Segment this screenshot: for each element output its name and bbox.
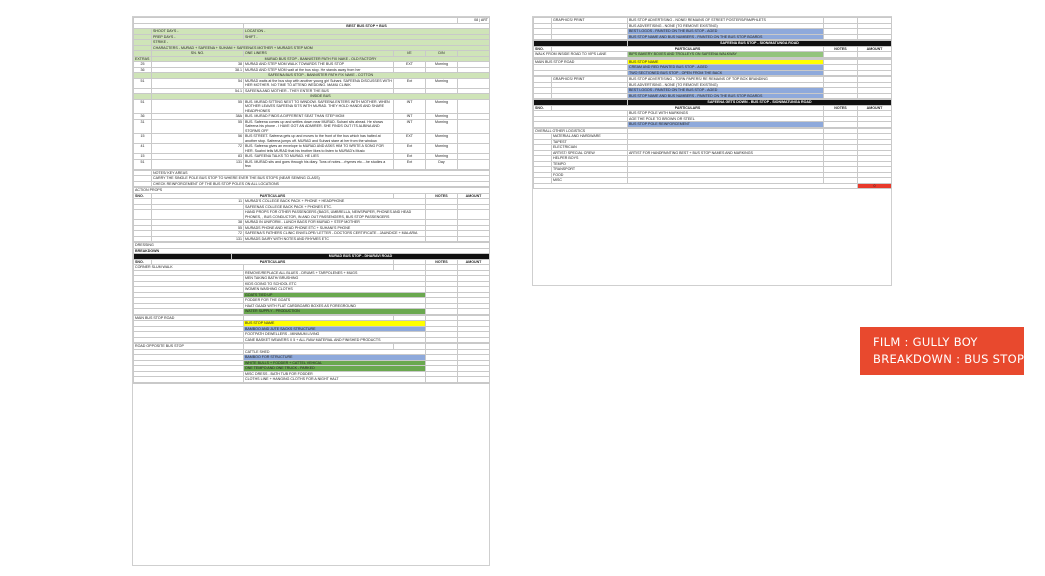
dressing-item: BUS ADVERTISING - NONE (TO REMOVE EXISTING): [628, 23, 824, 29]
prop-scene: 131: [152, 236, 244, 242]
logistics-item: TEMPO: [552, 161, 628, 167]
th-particulars: PARTICULARS: [552, 46, 824, 52]
dressing-item: CANE BASKET WEAVERS X 5 + ALL RAW MATERIAL AND FINISHED PRODUCTS: [244, 337, 426, 343]
logistics-item: TRANSPORT: [552, 167, 628, 173]
dressing-item: CREAM AND RED PAINTED BUS STOP - AGED: [628, 65, 824, 71]
dressing-item: BUS STOP ADVERTISING - TORN PAPERS/ RE REMAINS OF TOP BOX BRANDING: [628, 77, 824, 83]
total-amount: 0: [858, 183, 892, 189]
th-particulars: PARTICULARS: [152, 259, 394, 265]
extras-count: 15: [134, 134, 152, 144]
extras-count: 51: [134, 78, 152, 88]
dressing-item: BEST LOGOS - PAINTED ON THE BUS STOP - AGED: [628, 88, 824, 94]
cell: [458, 159, 490, 169]
empty-cell: [458, 382, 490, 383]
day-night: Morning: [426, 119, 458, 134]
prop-item: SAFEENAS COLLEGE BACK PACK + PHONES ETC.: [244, 204, 426, 210]
th-amount: AMOUNT: [458, 259, 490, 265]
area-label: MAIN BUS STOP ROAD: [534, 59, 628, 65]
prop-scene: 38: [152, 220, 244, 226]
day-night: Morning: [426, 62, 458, 68]
day-night: Morning: [426, 154, 458, 160]
location: LOCATION -: [244, 29, 490, 35]
prop-scene: 11: [152, 199, 244, 205]
scene-row: [134, 99, 490, 114]
one-liner: MURAD waits at the bus stop with another young girl Suhani. SAFEENA DISCUSSES WITH HER MOTHER. NO TIME TO ATTEND WEDDING. MAMU CLINIK: [245, 78, 392, 87]
dressing-item: WOMEN WASHING CLOTHS: [244, 287, 426, 293]
empty-cell: [394, 382, 426, 383]
characters: CHARACTERS - MURAD + SAFEENA + SUHANI + SAFEENA'S MOTHER + MURADS STEP MOM: [152, 45, 490, 51]
th-particulars: PARTICULARS: [152, 193, 394, 199]
dressing-item: MEN TAKING BATH/ BRUSHING: [244, 276, 426, 282]
area-label: GRAPHICS/ PRINT: [552, 77, 628, 83]
dressing-item: REMOVE/REPLACE ALL BLUES - DRUMS + TARPOLENES + MUGS: [244, 270, 426, 276]
one-liner: BUS. MURAD SITTING NEXT TO WINDOW. SAFEENA ENTERS WITH MOTHER. WHEN MOTHER LEAVES SAFEENA SITS WITH MURAD. THEY HOLD HANDS AND SHARE HEADPHONES: [244, 99, 394, 114]
int-ext: Ext: [394, 154, 426, 160]
day-night: Day: [426, 159, 458, 169]
note: CHECK REINFORCEMENT OF THE BUS STOP POLES ON ALL LOCATIONS: [152, 181, 490, 187]
dressing-item: BUS STOP POLE WITH MARKINGS: [628, 111, 824, 117]
cell: [458, 78, 490, 88]
location-bar: SAFEENA BUS STOP - SION/MATUNGA ROAD: [628, 41, 892, 47]
logistics-item: MISC: [552, 178, 628, 184]
one-liner: MURAD AND STEP MOM wait at the bus stop. He stands away from her: [244, 67, 394, 73]
empty-cell: [232, 382, 244, 383]
dressing-item: MISC DRESS - BATH TUB FOR FODDER: [244, 371, 426, 377]
sheet-title: BEST BUS STOP + BUS: [244, 23, 490, 29]
col-one-liners: ONE LINERS: [244, 51, 394, 57]
cell: [458, 119, 490, 134]
film-title-banner: [860, 327, 1045, 375]
col-sn: SN. NO.: [152, 51, 244, 57]
int-ext: Ext: [394, 78, 426, 88]
col-dn: D/N: [426, 51, 458, 57]
film-title: FILM : GULLY BOY: [873, 335, 978, 349]
dressing-item: FODDER FOR THE GOATS: [244, 298, 426, 304]
one-liner: BUS. Safeena gives an envelope to MURAD AND ASKS HIM TO WRITE A SONG FOR HER. Suahni tells MURAD that his brother likes to listen to MURAD's Music: [244, 144, 394, 154]
dressing-label: DRESSING: [134, 243, 490, 249]
prop-item: SAFEENA'S FATHERS CLINIC ENVELOPE/ LETTER - DOCTORS CERTIFICATE - JAUNDICE + MALARIA: [244, 231, 426, 237]
prop-scene: [152, 210, 244, 220]
th-amount: AMOUNT: [858, 105, 892, 111]
shift: SHIFT -: [244, 34, 490, 40]
day-night: Morning: [426, 134, 458, 144]
prop-item: MURAD'S COLLEGE BACK PACK + PHONE + HEADPHONE: [244, 199, 426, 205]
notes-label: NOTES/ KEY AREAS: [152, 170, 490, 176]
location-bar: MURAD BUS STOP - DHARAVI ROAD: [232, 254, 490, 260]
one-liner: SAFEENA AND MOTHER - THEY ENTER THE BUS: [244, 88, 394, 94]
extras-count: 15: [134, 154, 152, 160]
note: CARRY THE SINGLE POLE BUS STOP TO WHERE EVER THE BUS STOPS (NEAR SEWING CLASS): [152, 176, 490, 182]
department-label: 08 | ART: [458, 18, 490, 24]
scene-number: 131: [152, 159, 244, 169]
scene-number: 54: [152, 78, 244, 88]
logistics-label: OVERALL OTHER LOGISTICS: [534, 128, 628, 134]
scene-number: 38: [152, 62, 244, 68]
dressing-item: BUS STOP POLE REINFORCEMENT: [628, 122, 824, 128]
extras-count: 41: [134, 144, 152, 154]
dressing-item: BUS STOP ADVERTISING - NONE/ REMAINS OF STREET POSTERS/PAMPHLETS: [628, 18, 824, 24]
right-table: [533, 17, 892, 189]
scene-row: [134, 134, 490, 144]
dressing-item: BAMBOO AND JUTE SACKS STRUCTURE: [244, 326, 426, 332]
cell: [134, 210, 152, 220]
day-night: Morning: [426, 144, 458, 154]
empty-cell: [244, 382, 394, 383]
th-notes: NOTES: [426, 259, 458, 265]
th-notes: NOTES: [824, 46, 858, 52]
scene-number: 54.1: [152, 88, 244, 94]
dressing-item: BIPS BAKERY BOXES AND TROLLEYS ON SAFEENA WALKWAY: [628, 52, 824, 58]
logistics-item: FOOD: [552, 172, 628, 178]
breakdown-sheet-right: [532, 16, 892, 286]
one-liner: BUS. MURAD FINDS A DIFFERENT SEAT THAN STEP MOM: [244, 114, 394, 120]
prop-item: MURADS PHONE AND HEAD PHONE ETC + SUHANI'S PHONE: [244, 225, 426, 231]
extras-count: 51: [134, 99, 152, 114]
dressing-item: ONE TEMPO AND ONE TRUCK - PARKED: [244, 366, 426, 372]
prop-item: HAND PROPS FOR OTHER PASSENGERS (BAGS, UMBRELLA, NEWSPAPER, PHONES AND HEAD PHONES, , BUS CONDUCTOR, IN AND OUT PASSENGERS, BUS STOP PASSENGERS: [244, 210, 426, 220]
area-label: WALK FROM INSIDE ROAD TO VIPS LANE: [534, 52, 628, 58]
prop-item: MURADS DAIRY WITH NOTES AND RHYMES ETC: [244, 236, 426, 242]
dressing-item: CLOTHS LINE + HANGING CLOTHS FOR A NIGHT HALT: [244, 377, 426, 383]
empty-cell: [426, 382, 458, 383]
logistics-item: TAPEST: [552, 139, 628, 145]
dressing-item: BUS STOP NAME AND BUS NUMBERS - PAINTED ON THE BUS STOP BOARDS: [628, 93, 824, 99]
area-label: MAIN BUS STOP ROAD: [134, 315, 244, 321]
th-sno: SNO.: [534, 46, 552, 52]
th-particulars: PARTICULARS: [552, 105, 824, 111]
cell: [458, 99, 490, 114]
dressing-item: WHITE BULLS + FODDER + CATTEL VEHICAL: [244, 360, 426, 366]
day-night: Morning: [426, 78, 458, 88]
dressing-item: GOATS TIED UP: [244, 292, 426, 298]
scene-row: [134, 119, 490, 134]
int-ext: INT: [394, 119, 426, 134]
extras-count: 36: [134, 114, 152, 120]
int-ext: INT: [394, 114, 426, 120]
dressing-item: WATER SUPPLY - PRODUCTION: [244, 309, 426, 315]
th-notes: NOTES: [426, 193, 458, 199]
dressing-item: CATTLE SHED: [244, 349, 426, 355]
scene-number: 55: [152, 119, 244, 134]
int-ext: Ext: [394, 144, 426, 154]
left-table: [133, 17, 490, 384]
action-props-label: ACTION PROPS: [134, 188, 490, 194]
section-header: MURAD BUS STOP - BANNISTER PATH FIX NAKE - OLD FACTORY: [152, 56, 490, 62]
section-header: INSIDE BUS: [152, 94, 490, 100]
dressing-item: HAAT GAADI WITH FLAT CARDBOARD BOXES AS FOREGROUND: [244, 303, 426, 309]
scene-row: [134, 144, 490, 154]
dressing-item: FOOTPATH DEWELLERS - MINIMUM LIVING: [244, 332, 426, 338]
extras-count: 36: [134, 67, 152, 73]
one-liner: MURAD AND STEP MOM WALK TOWARDS THE BUS STOP: [244, 62, 394, 68]
area-label: GRAPHICS/ PRINT: [552, 18, 628, 24]
th-sno: SNO.: [534, 105, 552, 111]
dressing-item: KIDS GOING TO SCHOOL ETC: [244, 281, 426, 287]
cell: [458, 134, 490, 144]
strike: STRIKE -: [152, 40, 490, 46]
dressing-item: BUS STOP NAME: [628, 59, 824, 65]
prep-days: PREP DAYS -: [152, 34, 244, 40]
scene-row: [134, 78, 490, 88]
breakdown-label: BREAKDOWN: [134, 248, 490, 254]
col-ie: I/E: [394, 51, 426, 57]
extras-count: 25: [134, 62, 152, 68]
day-night: Morning: [426, 99, 458, 114]
prop-scene: 72: [152, 231, 244, 237]
area-label: CORNER SLUM WALK: [134, 265, 244, 271]
int-ext: INT: [394, 99, 426, 114]
table-row: [134, 382, 490, 383]
prop-scene: 55: [152, 225, 244, 231]
cell: [458, 210, 490, 220]
scene-row: [134, 159, 490, 169]
scene-number: 83: [152, 154, 244, 160]
dressing-item: BUS ADVERTISING - NONE (TO REMOVE EXISTING): [628, 82, 824, 88]
dressing-item: BUS STOP NAME AND BUS NUMBERS - PAINTED ON THE BUS STOP BOARDS: [628, 34, 824, 40]
th-amount: AMOUNT: [858, 46, 892, 52]
dressing-item: TWO SECTIONED BUS STOP - OPEN FROM THE BACK: [628, 70, 824, 76]
th-notes: NOTES: [824, 105, 858, 111]
dressing-item: AGE THE POLE TO BROWN OR STEEL: [628, 116, 824, 122]
day-night: Morning: [426, 114, 458, 120]
cell: [426, 210, 458, 220]
prop-item: MURAD IN UNIFORM - LUNCH BAGS FOR MURAD + STEP MOTHER: [244, 220, 426, 226]
extras-count: 51: [134, 159, 152, 169]
one-liner: BUS STREET. Safeena gets up and moves to the front of the bus which has halted at another stop. Safeena jumps off. MURAD and Suhani stare at her from the window.: [244, 134, 394, 144]
scene-number: 56: [152, 134, 244, 144]
dressing-item: BAMBOO FOR STRUCTURE: [244, 355, 426, 361]
dressing-item: BEST LOGOS - PAINTED ON THE BUS STOP - AGED: [628, 29, 824, 35]
empty-cell: [152, 382, 232, 383]
th-sno: SNO.: [134, 193, 152, 199]
cell: [534, 183, 858, 189]
one-liner: BUS. SAFEENA TALKS TO MURAD. HE LIES: [244, 154, 394, 160]
scene-number: 72: [152, 144, 244, 154]
scene-number: 38A: [152, 114, 244, 120]
section-header: SAFEENA BUS STOP - BANNISTER PATH FIX NAKE - COTTON: [152, 73, 490, 79]
extras-count: 31: [134, 119, 152, 134]
area-label: ROAD OPPOSITE BUS STOP: [134, 344, 244, 350]
logistics-item: HELPER BOYS: [552, 156, 628, 162]
dressing-item: BUS STOP NAME: [244, 321, 426, 327]
logistics-note: ARTIST FOR HANDPAINTING BEST + BUS STOP NAMES AND MARKINGS: [628, 150, 824, 156]
one-liner: BUS. Safeena comes up and settles down near MURAD. Suhani sits ahead. He shows Safeena his phone - I HAVE GOT AN ADMIRER. SHE FINDS OUT ITS ALBINA AND STORMS OFF: [244, 119, 394, 134]
breakdown-sheet-left: [132, 16, 490, 566]
shoot-days: SHOOT DAYS -: [152, 29, 244, 35]
th-sno: SNO.: [134, 259, 152, 265]
int-ext: EXT: [394, 134, 426, 144]
logistics-item: ELECTRICIAN: [552, 145, 628, 151]
cell: [458, 144, 490, 154]
location-bar: SAFEENA GETS DOWN - BUS STOP - SION/MATUNGA ROAD: [628, 100, 892, 106]
int-ext: EXT: [394, 62, 426, 68]
th-amount: AMOUNT: [458, 193, 490, 199]
empty-cell: [134, 382, 152, 383]
prop-row: [134, 210, 490, 220]
table-row: [534, 183, 892, 189]
one-liner: BUS. MURAD sits and goes through his diary. Tons of notes....rhymes etc....he studies a few.: [244, 159, 394, 169]
col-extras: EXTRAS: [134, 56, 152, 62]
logistics-item: ARTIST/ SPECIAL CREW: [552, 150, 628, 156]
breakdown-title: BREAKDOWN : BUS STOP (S): [873, 352, 1045, 366]
logistics-item: MATERIAL AND HARDWARE: [552, 134, 628, 140]
scene-number: 55: [152, 99, 244, 114]
scene-number: 38.1: [152, 67, 244, 73]
int-ext: Ext: [394, 159, 426, 169]
